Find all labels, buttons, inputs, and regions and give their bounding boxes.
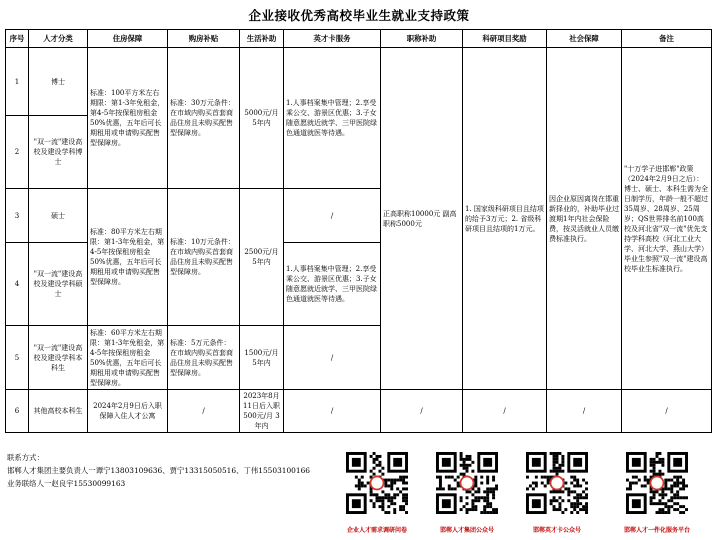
purchase-cell: 标准：5万元条件：在市域内购买首套商品住房且未购买配售型保障房。 xyxy=(168,326,240,390)
qr-caption-group: 邯郸人才集团公众号 xyxy=(439,527,494,534)
living-cell: 5000元/月 5年内 xyxy=(240,48,284,189)
living-cell: 1500元/月 5年内 xyxy=(240,326,284,390)
row-category: "双一流"建设高校及建设学科博士 xyxy=(29,116,88,189)
row-no: 3 xyxy=(6,189,29,243)
title-subsidy-cell: 正高职称10000元 副高职称5000元 xyxy=(381,48,463,390)
table-row xyxy=(6,390,712,433)
card-cell: / xyxy=(284,189,381,243)
header-purchase: 购房补贴 xyxy=(168,30,240,48)
row-no: 1 xyxy=(6,48,29,116)
row-no: 6 xyxy=(6,390,29,433)
research-cell: / xyxy=(463,390,547,433)
row-no: 2 xyxy=(6,116,29,189)
living-cell: 2023年8月11日后入职 500元/月 3年内 xyxy=(240,390,284,433)
title-subsidy-cell: / xyxy=(381,390,463,433)
row-category: 其他高校本科生 xyxy=(29,390,88,433)
table-row xyxy=(6,48,712,116)
header-row xyxy=(6,30,712,48)
header-category: 人才分类 xyxy=(29,30,88,48)
qr-code-icon[interactable] xyxy=(526,452,588,514)
contact-line-2: 业务联络人一赵良宇15530099163 xyxy=(7,479,126,488)
row-category: 博士 xyxy=(29,48,88,116)
qr-caption-card: 邯郸英才卡公众号 xyxy=(532,527,581,534)
row-no: 4 xyxy=(6,243,29,326)
housing-cell: 标准：60平方米左右期限：第1-3年免租金，第4-5年按保租房租金50%优惠，五年后可长期租用或申请购买配售型保障房。 xyxy=(88,326,168,390)
row-category: "双一流"建设高校及建设学科硕士 xyxy=(29,243,88,326)
purchase-cell: / xyxy=(168,390,240,433)
contact-heading: 联系方式： xyxy=(7,453,44,462)
card-cell: 1.人事档案集中管理；2.享受乘公交、游景区优惠；3.子女随意愿就近就学、三甲医院绿色通道就医等待遇。 xyxy=(284,48,381,189)
housing-cell: 标准：80平方米左右期限：第1-3年免租金，第4-5年按保租房租金50%优惠，五年后可长期租用或申请购买配售型保障房。 xyxy=(88,189,168,326)
row-category: "双一流"建设高校及建设学科本科生 xyxy=(29,326,88,390)
header-remark: 备注 xyxy=(622,30,712,48)
purchase-cell: 标准：30万元条件：在市域内购买首套商品住房且未购买配售型保障房。 xyxy=(168,48,240,189)
contact-block xyxy=(7,451,310,490)
row-category: 硕士 xyxy=(29,189,88,243)
header-no: 序号 xyxy=(6,30,29,48)
purchase-cell: 标准：10万元条件：在市域内购买首套商品住房且未购买配售型保障房。 xyxy=(168,189,240,326)
header-research: 科研项目奖励 xyxy=(463,30,547,48)
social-cell: / xyxy=(547,390,622,433)
header-card: 英才卡服务 xyxy=(284,30,381,48)
remark-cell: "十万学子进邯郸"政策（2024年2月9日之后）：博士、硕士、本科生需为全日制学历，年龄一般不超过35周岁、28周岁、25周岁；QS世界排名前100高校及河北省"双一流"优先支持学科高校（河北工业大学、河北大学、燕山大学）毕业生参照"双一流"建设高校毕业生标准执行。 xyxy=(622,48,712,390)
page-title: 企业接收优秀高校毕业生就业支持政策 xyxy=(248,8,470,23)
research-cell: 1. 国家级科研项目且结项的给予3万元；2. 省级科研项目且结项的1万元。 xyxy=(463,48,547,390)
card-cell: / xyxy=(284,326,381,390)
social-cell: 因企业原因离岗在邯重新择业的，补助毕业过渡期1年内社会保险费，按灵活就业人员缴费标准执行。 xyxy=(547,48,622,390)
header-housing: 住房保障 xyxy=(88,30,168,48)
row-no: 5 xyxy=(6,326,29,390)
qr-caption-survey: 企业人才需求调研问卷 xyxy=(346,527,407,534)
policy-table xyxy=(5,29,712,433)
remark-cell: / xyxy=(622,390,712,433)
housing-cell: 2024年2月9日后入职保障入住人才公寓 xyxy=(88,390,168,433)
qr-code-icon[interactable] xyxy=(626,452,688,514)
header-living: 生活补助 xyxy=(240,30,284,48)
qr-code-icon[interactable] xyxy=(346,452,408,514)
card-cell: 1.人事档案集中管理；2.享受乘公交、游景区优惠；3.子女随意愿就近就学、三甲医院绿色通道就医等待遇。 xyxy=(284,243,381,326)
living-cell: 2500元/月 5年内 xyxy=(240,189,284,326)
housing-cell: 标准：100平方米左右期限：第1-3年免租金，第4-5年按保租房租金50%优惠，五年后可长期租用或申请购买配售型保障房。 xyxy=(88,48,168,189)
card-cell: / xyxy=(284,390,381,433)
contact-line-1: 邯郸人才集团主要负责人一谭宁13803109636、贾宁13315050516、丁伟15503100166 xyxy=(7,466,310,475)
qr-caption-platform: 邯郸人才一件化服务平台 xyxy=(623,527,690,534)
qr-code-icon[interactable] xyxy=(436,452,498,514)
header-social: 社会保障 xyxy=(547,30,622,48)
header-title-subsidy: 职称补助 xyxy=(381,30,463,48)
